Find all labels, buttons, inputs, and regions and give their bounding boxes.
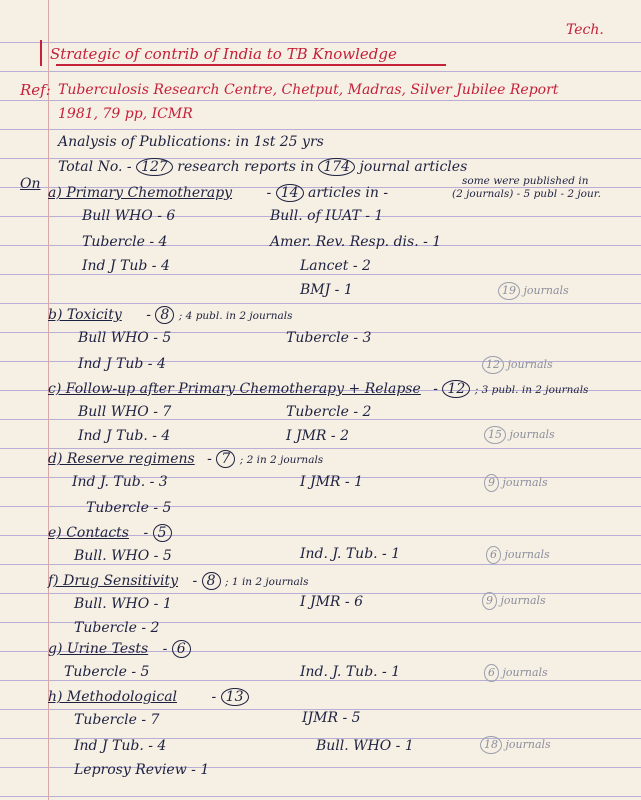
section-f-journal-count: 9 <box>482 592 497 610</box>
section-d-left-1: Tubercle - 5 <box>86 500 172 516</box>
section-h-dash: - <box>211 689 217 705</box>
section-h-title: h) Methodological <box>48 689 178 705</box>
margin-line <box>48 0 49 800</box>
section-e-count: 5 <box>153 524 172 542</box>
section-g-journals-label: journals <box>502 666 548 679</box>
section-c-right-0: Tubercle - 2 <box>286 404 372 420</box>
section-c-journals-label: journals <box>509 428 555 441</box>
section-g-left-0: Tubercle - 5 <box>64 664 150 680</box>
section-e-left-0: Bull. WHO - 5 <box>74 548 172 564</box>
section-c-right-1: I JMR - 2 <box>286 428 350 444</box>
section-a-left-0: Bull WHO - 6 <box>82 208 176 224</box>
section-g-title-row <box>48 640 191 658</box>
total-prefix: Total No. - <box>58 159 132 175</box>
section-d-left-0: Ind J. Tub. - 3 <box>72 474 168 490</box>
section-b-journals <box>482 356 553 374</box>
section-g-right-0: Ind. J. Tub. - 1 <box>300 664 401 680</box>
section-h-count: 13 <box>221 688 249 706</box>
section-a-note-top: some were published in <box>462 175 589 187</box>
section-a-count: 14 <box>276 184 304 202</box>
total-articles-count: 174 <box>318 158 355 176</box>
section-d-title: d) Reserve regimens <box>48 451 195 467</box>
section-c-left-0: Bull WHO - 7 <box>78 404 172 420</box>
section-f-title: f) Drug Sensitivity <box>48 573 179 589</box>
ref-label: Ref: <box>20 81 51 99</box>
section-f-count: 8 <box>202 572 221 590</box>
section-f-left-1: Tubercle - 2 <box>74 620 160 636</box>
section-a-right-2: Lancet - 2 <box>300 258 371 274</box>
section-b-left-1: Ind J Tub - 4 <box>78 356 166 372</box>
analysis-line: Analysis of Publications: in 1st 25 yrs <box>58 134 324 150</box>
section-a-left-1: Tubercle - 4 <box>82 234 168 250</box>
total-mid: research reports in <box>177 159 314 175</box>
section-b-title-row <box>48 306 293 324</box>
section-f-dash: - <box>192 573 198 589</box>
section-c-title: c) Follow-up after Primary Chemotherapy + Relapse <box>48 381 421 397</box>
section-d-title-row <box>48 450 323 468</box>
section-h-right-1: Bull. WHO - 1 <box>316 738 414 754</box>
section-b-count: 8 <box>155 306 174 324</box>
section-c-journal-count: 15 <box>484 426 506 444</box>
section-a-journal-count: 19 <box>498 282 520 300</box>
section-e-dash: - <box>143 525 149 541</box>
section-b-journal-count: 12 <box>482 356 504 374</box>
section-h-left-1: Ind J Tub. - 4 <box>74 738 167 754</box>
section-e-right-0: Ind. J. Tub. - 1 <box>300 546 401 562</box>
section-h-left-2: Leprosy Review - 1 <box>74 762 210 778</box>
section-a-dash: - <box>266 185 272 201</box>
section-h-title-row <box>48 688 249 706</box>
section-c-count: 12 <box>442 380 470 398</box>
section-h-journal-count: 18 <box>480 736 502 754</box>
section-a-right-1: Amer. Rev. Resp. dis. - 1 <box>270 234 442 250</box>
section-b-title: b) Toxicity <box>48 307 122 323</box>
section-d-count: 7 <box>216 450 235 468</box>
section-e-title: e) Contacts <box>48 525 129 541</box>
section-f-title-row <box>48 572 309 590</box>
section-e-journals-label: journals <box>504 548 550 561</box>
section-g-count: 6 <box>172 640 191 658</box>
section-e-journal-count: 6 <box>486 546 501 564</box>
section-c-journals <box>484 426 555 444</box>
section-d-dash: - <box>207 451 212 467</box>
section-d-journal-count: 9 <box>484 474 499 492</box>
section-d-after: ; 2 in 2 journals <box>239 454 324 466</box>
section-h-journals-label: journals <box>505 738 551 751</box>
section-a-right-3: BMJ - 1 <box>300 282 353 298</box>
section-a-right-0: Bull. of IUAT - 1 <box>270 208 384 224</box>
ref-line-2: 1981, 79 pp, ICMR <box>58 106 193 122</box>
section-b-dash: - <box>146 307 151 323</box>
section-f-journals <box>482 592 546 610</box>
section-a-journals <box>498 282 569 300</box>
section-g-dash: - <box>162 641 168 657</box>
section-e-title-row <box>48 524 172 542</box>
section-f-journals-label: journals <box>500 594 546 607</box>
section-b-right-0: Tubercle - 3 <box>286 330 372 346</box>
heading: Strategic of contrib of India to TB Knowledge <box>50 45 397 63</box>
section-f-left-0: Bull. WHO - 1 <box>74 596 172 612</box>
section-a-title-row <box>48 184 388 202</box>
corner-tag: Tech. <box>566 22 604 38</box>
total-suffix: journal articles <box>359 159 468 175</box>
on-label: On <box>20 176 41 192</box>
ref-line-1: Tuberculosis Research Centre, Chetput, Madras, Silver Jubilee Report <box>58 82 559 98</box>
section-f-right-0: I JMR - 6 <box>300 594 364 610</box>
section-c-left-1: Ind J Tub. - 4 <box>78 428 171 444</box>
section-f-after: ; 1 in 2 journals <box>225 576 309 588</box>
section-h-left-0: Tubercle - 7 <box>74 712 160 728</box>
heading-underline <box>56 64 446 66</box>
section-a-after: articles in - <box>308 185 389 201</box>
section-b-left-0: Bull WHO - 5 <box>78 330 172 346</box>
section-a-title: a) Primary Chemotherapy <box>48 185 233 201</box>
section-a-left-2: Ind J Tub - 4 <box>82 258 170 274</box>
section-e-journals <box>486 546 550 564</box>
section-d-journals <box>484 474 548 492</box>
section-a-journals-label: journals <box>523 284 569 297</box>
section-g-journals <box>484 664 548 682</box>
section-d-journals-label: journals <box>502 476 548 489</box>
section-h-right-0: IJMR - 5 <box>302 710 361 726</box>
heading-bracket <box>40 40 42 66</box>
section-c-after: ; 3 publ. in 2 journals <box>474 384 589 396</box>
section-g-journal-count: 6 <box>484 664 499 682</box>
total-reports-count: 127 <box>136 158 173 176</box>
section-d-right-0: I JMR - 1 <box>300 474 364 490</box>
section-h-journals <box>480 736 551 754</box>
total-line <box>58 158 467 176</box>
section-g-title: g) Urine Tests <box>48 641 149 657</box>
section-b-journals-label: journals <box>507 358 553 371</box>
section-c-title-row <box>48 380 588 398</box>
section-a-note: (2 journals) - 5 publ - 2 jour. <box>452 188 601 200</box>
section-c-dash: - <box>433 381 438 397</box>
section-b-after: ; 4 publ. in 2 journals <box>178 310 293 322</box>
